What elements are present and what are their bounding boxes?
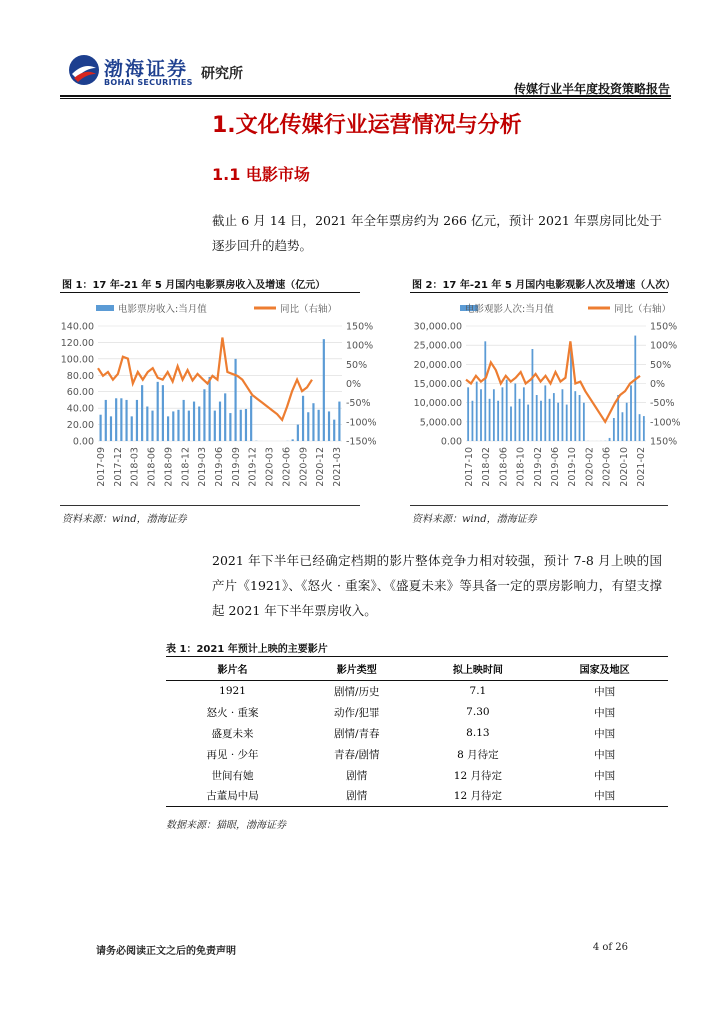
bar bbox=[131, 416, 133, 441]
table-cell: 世间有她 bbox=[211, 769, 254, 782]
institute-label: 研究所 bbox=[201, 66, 243, 82]
x-tick-label: 2019-06 bbox=[550, 447, 561, 487]
table-cell: 中国 bbox=[594, 706, 616, 719]
y-right-tick-label: 50% bbox=[650, 359, 672, 371]
bar bbox=[519, 399, 521, 441]
table-cell: 剧情/青春 bbox=[334, 727, 380, 740]
x-tick-label: 2019-02 bbox=[532, 447, 544, 487]
bar bbox=[157, 382, 159, 441]
legend-line-label: 同比（右轴） bbox=[280, 304, 338, 315]
bar bbox=[209, 377, 211, 441]
bar bbox=[167, 416, 169, 441]
table-cell: 再见 · 少年 bbox=[206, 748, 259, 761]
bar bbox=[146, 407, 148, 442]
table-cell: 剧情 bbox=[346, 769, 368, 782]
y-left-tick-label: 40.00 bbox=[66, 403, 94, 415]
x-tick-label: 2018-12 bbox=[180, 447, 192, 487]
figure-2-bottom-rule bbox=[410, 505, 668, 506]
y-left-tick-label: 20.00 bbox=[66, 420, 94, 432]
bar bbox=[544, 385, 546, 441]
bar bbox=[630, 385, 632, 441]
table-cell: 12 月待定 bbox=[453, 769, 502, 782]
bar bbox=[234, 359, 236, 441]
bar bbox=[125, 400, 127, 441]
column-header: 拟上映时间 bbox=[415, 657, 542, 681]
bar bbox=[506, 380, 508, 441]
figure-2-caption: 图 2：17 年-21 年 5 月国内电影观影人次及增速（人次） bbox=[412, 280, 676, 291]
bar bbox=[497, 401, 499, 441]
table-cell: 中国 bbox=[594, 769, 616, 782]
figure-2-top-rule bbox=[410, 292, 668, 293]
bar bbox=[493, 389, 495, 441]
y-right-tick-label: 0% bbox=[346, 379, 362, 390]
logo-english-name: BOHAI SECURITIES bbox=[104, 78, 193, 87]
table-cell: 7.30 bbox=[466, 706, 490, 718]
bar bbox=[115, 398, 117, 441]
x-tick-label: 2019-10 bbox=[567, 447, 579, 487]
bar bbox=[214, 411, 216, 441]
y-left-tick-label: 120.00 bbox=[60, 337, 94, 349]
x-tick-label: 2018-02 bbox=[481, 447, 493, 487]
table-cell: 动作/犯罪 bbox=[334, 706, 380, 719]
table-cell: 12 月待定 bbox=[415, 786, 542, 807]
figure-2-source: 资料来源：wind，渤海证券 bbox=[412, 514, 537, 525]
y-right-tick-label: 100% bbox=[346, 340, 374, 352]
bar bbox=[297, 425, 299, 441]
bar bbox=[203, 389, 205, 441]
column-header: 影片名 bbox=[166, 657, 299, 681]
bar bbox=[634, 336, 636, 441]
x-tick-label: 2021-03 bbox=[332, 447, 343, 487]
logo-chinese-name: 渤海证券 bbox=[104, 58, 189, 80]
bar bbox=[622, 412, 624, 441]
bar bbox=[557, 403, 559, 441]
bar bbox=[292, 439, 294, 441]
x-tick-label: 2020-12 bbox=[315, 447, 327, 487]
legend-bar-label: 电影票房收入:当月值 bbox=[118, 304, 207, 315]
y-right-tick-label: 100% bbox=[650, 340, 678, 352]
figure-1-caption: 图 1：17 年-21 年 5 月国内电影票房收入及增速（亿元） bbox=[62, 280, 326, 291]
table-row bbox=[166, 765, 668, 786]
x-tick-label: 2018-06 bbox=[146, 447, 158, 487]
x-tick-label: 2019-12 bbox=[247, 447, 259, 487]
y-left-tick-label: 0.00 bbox=[72, 436, 94, 448]
bohai-logo-icon bbox=[68, 54, 100, 86]
bar bbox=[536, 395, 538, 441]
subsection-heading: 1.1 电影市场 bbox=[212, 165, 310, 184]
y-left-tick-label: 25,000.00 bbox=[413, 340, 462, 352]
bar bbox=[523, 387, 525, 441]
table-row bbox=[166, 702, 668, 723]
bar bbox=[613, 418, 615, 441]
bar bbox=[643, 416, 645, 441]
y-left-tick-label: 0.00 bbox=[440, 436, 462, 448]
y-right-tick-label: 50% bbox=[346, 359, 368, 371]
legend-line-label: 同比（右轴） bbox=[614, 304, 672, 315]
bar bbox=[338, 402, 340, 441]
legend-bar-swatch bbox=[96, 305, 114, 311]
bar bbox=[188, 411, 190, 441]
bar bbox=[549, 399, 551, 441]
bar bbox=[141, 385, 143, 441]
bar bbox=[583, 403, 585, 441]
table-source: 数据来源：猫眼，渤海证券 bbox=[166, 820, 286, 831]
bar bbox=[540, 401, 542, 441]
bar bbox=[472, 401, 474, 441]
bar bbox=[639, 414, 641, 441]
bar bbox=[312, 403, 314, 441]
bar bbox=[219, 402, 221, 441]
bar bbox=[120, 398, 122, 441]
y-right-tick-label: -50% bbox=[346, 398, 371, 410]
bar bbox=[532, 349, 534, 441]
x-tick-label: 2021-02 bbox=[636, 447, 647, 487]
y-right-tick-label: -150% bbox=[346, 436, 377, 448]
paragraph-upcoming-films: 2021 年下半年已经确定档期的影片整体竞争力相对较强，预计 7-8 月上映的国产片《1921》、《怒火 · 重案》、《盛夏未来》等具备一定的票房影响力，有望支撑起 2021 年下半年票房收入。 bbox=[212, 553, 662, 618]
x-tick-label: 2017-09 bbox=[96, 447, 107, 487]
paragraph-box-office: 截止 6 月 14 日，2021 年全年票房约为 266 亿元，预计 2021 年票房同比处于逐步回升的趋势。 bbox=[212, 213, 662, 253]
chart2-legend bbox=[460, 303, 671, 315]
y-left-tick-label: 5,000.00 bbox=[419, 417, 462, 429]
y-right-tick-label: 0% bbox=[650, 379, 666, 390]
x-tick-label: 2019-06 bbox=[214, 447, 225, 487]
bar bbox=[570, 347, 572, 441]
bar bbox=[198, 407, 200, 442]
figure-1-bottom-rule bbox=[60, 505, 360, 506]
x-tick-label: 2018-10 bbox=[515, 447, 527, 487]
x-tick-label: 2019-03 bbox=[197, 447, 209, 487]
bar bbox=[502, 387, 504, 441]
bar bbox=[151, 411, 153, 441]
column-header: 影片类型 bbox=[299, 657, 414, 681]
bar bbox=[302, 396, 304, 441]
x-tick-label: 2019-09 bbox=[230, 447, 242, 487]
y-left-tick-label: 15,000.00 bbox=[413, 379, 462, 390]
bar bbox=[626, 403, 628, 441]
x-tick-label: 2020-09 bbox=[298, 447, 310, 487]
bar bbox=[480, 389, 482, 441]
bar bbox=[183, 400, 185, 441]
y-right-tick-label: 150% bbox=[650, 321, 678, 333]
bar bbox=[476, 382, 478, 441]
bar bbox=[489, 399, 491, 441]
bar bbox=[177, 410, 179, 441]
y-right-tick-label: -50% bbox=[650, 398, 675, 410]
y-right-tick-label: 150% bbox=[650, 436, 678, 448]
x-tick-label: 2020-10 bbox=[618, 447, 630, 487]
figure-1-top-rule bbox=[60, 292, 360, 293]
table-cell: 8 月待定 bbox=[457, 748, 499, 761]
x-tick-label: 2018-09 bbox=[163, 447, 175, 487]
x-tick-label: 2020-06 bbox=[281, 447, 293, 487]
chart1-legend bbox=[96, 303, 337, 315]
x-tick-label: 2020-03 bbox=[264, 447, 276, 487]
bar bbox=[574, 391, 576, 441]
table-row bbox=[166, 744, 668, 765]
table-cell: 古董局中局 bbox=[166, 786, 299, 807]
bar bbox=[566, 405, 568, 441]
box-office-chart bbox=[60, 296, 377, 503]
bar bbox=[514, 384, 516, 442]
table-cell: 剧情/历史 bbox=[334, 685, 380, 698]
bar bbox=[105, 400, 107, 441]
y-left-tick-label: 60.00 bbox=[66, 387, 94, 399]
bar bbox=[484, 341, 486, 441]
y-left-tick-label: 100.00 bbox=[60, 354, 94, 366]
x-tick-label: 2020-02 bbox=[584, 447, 596, 487]
table-cell: 1921 bbox=[219, 685, 246, 698]
bar bbox=[193, 402, 195, 441]
table-row bbox=[166, 723, 668, 744]
bar bbox=[467, 387, 469, 441]
page-header bbox=[60, 52, 670, 98]
bar bbox=[553, 393, 555, 441]
bar bbox=[240, 410, 242, 441]
bar bbox=[579, 395, 581, 441]
y-right-tick-label: 150% bbox=[346, 321, 374, 333]
bar bbox=[609, 438, 611, 441]
header-divider-thin bbox=[60, 98, 671, 99]
y-right-tick-label: -100% bbox=[650, 417, 681, 429]
report-title: 传媒行业半年度投资策略报告 bbox=[513, 82, 670, 96]
table-cell: 7.1 bbox=[469, 685, 487, 698]
x-tick-label: 2017-12 bbox=[112, 447, 124, 487]
x-tick-label: 2018-03 bbox=[129, 447, 141, 487]
x-tick-label: 2018-06 bbox=[498, 447, 510, 487]
y-left-tick-label: 20,000.00 bbox=[413, 359, 462, 371]
bar bbox=[562, 389, 564, 441]
column-header: 国家及地区 bbox=[541, 657, 668, 681]
bar bbox=[229, 413, 231, 441]
y-left-tick-label: 30,000.00 bbox=[413, 321, 462, 333]
y-left-tick-label: 10,000.00 bbox=[413, 398, 462, 410]
x-tick-label: 2017-10 bbox=[464, 447, 475, 487]
bar bbox=[110, 416, 112, 441]
legend-bar-label: 电影观影人次:当月值 bbox=[465, 304, 554, 315]
table-header-row bbox=[166, 657, 668, 681]
y-left-tick-label: 140.00 bbox=[60, 321, 94, 333]
footer-disclaimer: 请务必阅读正文之后的免责声明 bbox=[96, 946, 236, 957]
header-divider bbox=[60, 95, 671, 97]
table-cell: 中国 bbox=[594, 748, 616, 761]
table-cell: 中国 bbox=[541, 786, 668, 807]
bar bbox=[527, 405, 529, 441]
bar bbox=[224, 393, 226, 441]
table-cell: 中国 bbox=[594, 727, 616, 740]
bar bbox=[328, 411, 330, 441]
bar bbox=[245, 409, 247, 441]
bar bbox=[318, 410, 320, 441]
figure-1-source: 资料来源：wind，渤海证券 bbox=[62, 514, 187, 525]
bar bbox=[172, 411, 174, 441]
y-right-tick-label: -100% bbox=[346, 417, 377, 429]
films-table bbox=[166, 656, 668, 807]
section-heading: 1.文化传媒行业运营情况与分析 bbox=[212, 113, 522, 138]
bar bbox=[136, 400, 138, 441]
bar bbox=[307, 412, 309, 441]
bar bbox=[250, 396, 252, 441]
bar bbox=[333, 420, 335, 441]
bar bbox=[323, 339, 325, 441]
table-caption: 表 1：2021 年预计上映的主要影片 bbox=[166, 644, 328, 655]
table-cell: 中国 bbox=[594, 685, 616, 698]
table-row bbox=[166, 681, 668, 702]
table-cell: 怒火 · 重案 bbox=[206, 706, 259, 719]
page-number: 4 of 26 bbox=[592, 942, 628, 953]
table-cell: 青春/剧情 bbox=[334, 748, 380, 761]
bar bbox=[510, 407, 512, 442]
table-cell: 8.13 bbox=[466, 727, 490, 739]
x-tick-label: 2020-06 bbox=[601, 447, 613, 487]
bar bbox=[100, 415, 102, 441]
table-cell: 剧情 bbox=[299, 786, 414, 807]
table-cell: 盛夏未来 bbox=[211, 727, 254, 740]
bar bbox=[617, 395, 619, 441]
bar bbox=[162, 385, 164, 441]
admissions-chart bbox=[410, 296, 681, 503]
table-row bbox=[166, 786, 668, 807]
y-left-tick-label: 80.00 bbox=[66, 370, 94, 382]
